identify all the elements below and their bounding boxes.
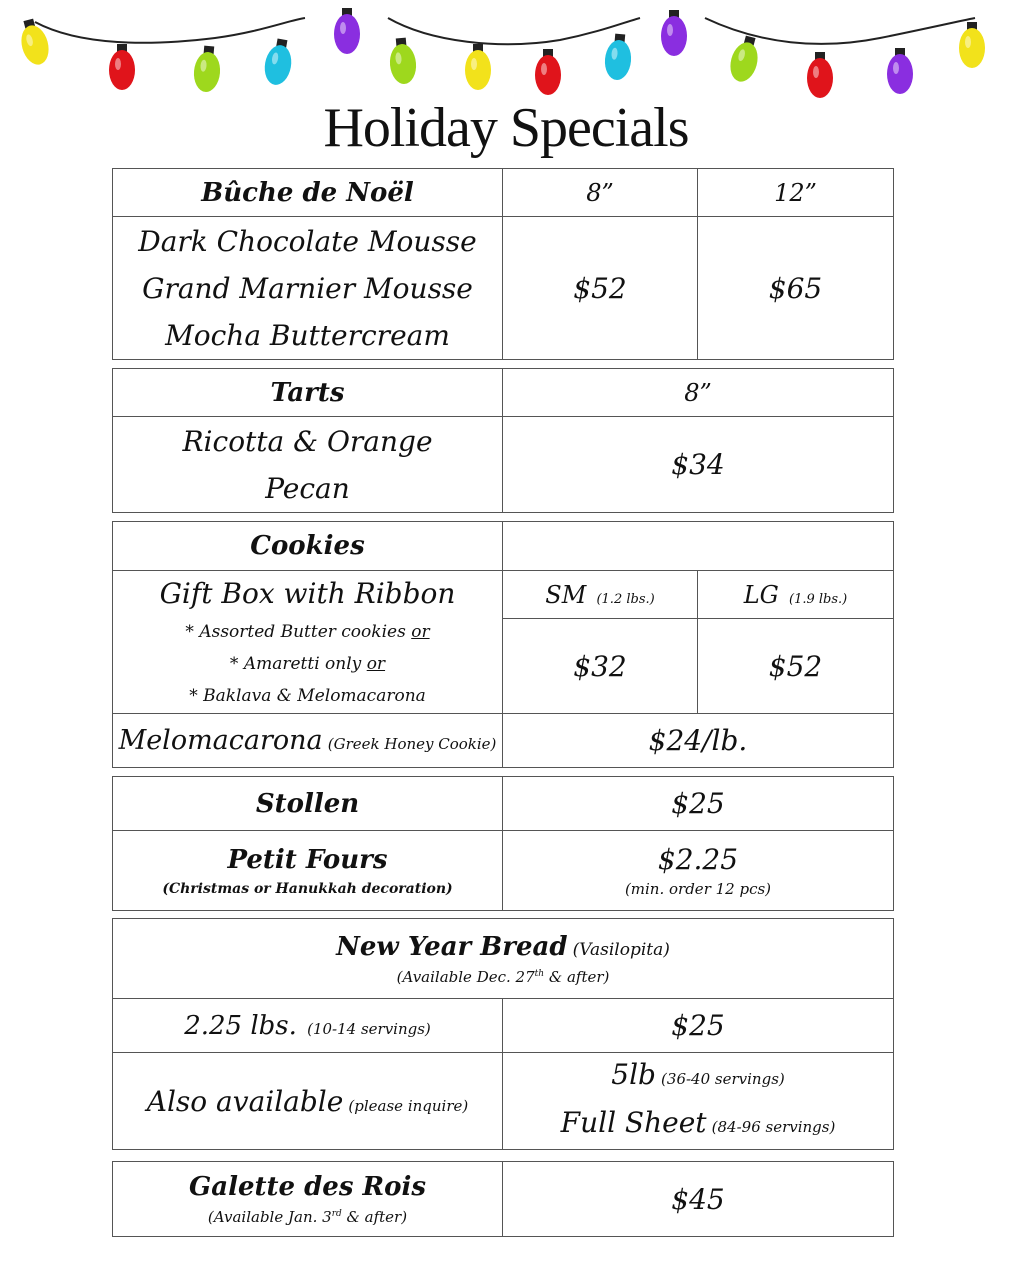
flavor-item: Mocha Buttercream <box>165 318 450 352</box>
bouche-size-12: 12” <box>698 169 894 217</box>
light-bulb <box>603 33 633 81</box>
bouche-table <box>112 168 894 360</box>
string-lights-decoration <box>0 0 1012 110</box>
bouche-price-8: $52 <box>503 217 698 360</box>
cookies-sm-price: $32 <box>503 619 698 714</box>
light-bulb <box>726 34 763 85</box>
petit-fours-price: $2.25 <box>657 843 739 876</box>
bouche-price-12: $65 <box>698 217 894 360</box>
light-bulb <box>887 48 913 94</box>
newyear-size-cell: 2.25 lbs. (10-14 servings) <box>113 999 503 1053</box>
flavor-item: Ricotta & Orange <box>182 424 433 458</box>
cookies-lg-header: LG (1.9 lbs.) <box>698 571 894 619</box>
bouche-heading: Bûche de Noël <box>113 169 503 217</box>
tarts-price: $34 <box>503 417 894 513</box>
melomacarona-cell: Melomacarona (Greek Honey Cookie) <box>113 714 503 768</box>
petit-fours-price-cell <box>503 831 894 911</box>
cookies-table <box>112 521 894 768</box>
cookies-lg-price: $52 <box>698 619 894 714</box>
cookies-header-blank <box>503 522 894 571</box>
giftbox-label: Gift Box with Ribbon <box>159 577 456 610</box>
light-bulb <box>192 45 222 93</box>
light-bulb <box>535 49 561 95</box>
giftbox-option: * Amaretti only or <box>229 654 386 674</box>
bouche-size-8: 8” <box>503 169 698 217</box>
tarts-heading: Tarts <box>113 369 503 417</box>
stollen-table <box>112 776 894 911</box>
giftbox-cell <box>113 571 503 714</box>
light-bulb <box>807 52 833 98</box>
tarts-flavors <box>113 417 503 513</box>
galette-table <box>112 1161 894 1237</box>
also-available-cell: Also available (please inquire) <box>113 1053 503 1150</box>
petit-fours-note: (Christmas or Hanukkah decoration) <box>162 880 453 897</box>
flavor-item: Dark Chocolate Mousse <box>138 224 477 258</box>
newyear-table <box>112 918 894 1150</box>
light-bulb <box>959 22 985 68</box>
tarts-table <box>112 368 894 513</box>
page-title: Holiday Specials <box>323 97 689 159</box>
melomacarona-price: $24/lb. <box>503 714 894 768</box>
stollen-heading: Stollen <box>113 777 503 831</box>
newyear-availability: (Available Dec. 27th & after) <box>396 967 610 986</box>
galette-heading: Galette des Rois <box>189 1172 426 1202</box>
flavor-item: Pecan <box>265 471 350 505</box>
galette-price: $45 <box>503 1162 894 1237</box>
light-bulb <box>334 8 360 54</box>
flavor-item: Grand Marnier Mousse <box>142 271 473 305</box>
newyear-heading: New Year Bread <box>336 931 568 962</box>
giftbox-option: * Baklava & Melomacarona <box>189 686 426 706</box>
petit-fours-cell <box>113 831 503 911</box>
petit-fours-heading: Petit Fours <box>227 844 388 875</box>
bouche-flavors <box>113 217 503 360</box>
tarts-size: 8” <box>503 369 894 417</box>
giftbox-option: * Assorted Butter cookies or <box>185 622 430 642</box>
light-bulb <box>388 37 418 85</box>
galette-cell <box>113 1162 503 1237</box>
stollen-price: $25 <box>503 777 894 831</box>
newyear-header: New Year Bread (Vasilopita) (Available Dec. 27th & after) <box>113 919 894 999</box>
light-bulb <box>661 10 687 56</box>
cookies-sm-header: SM (1.2 lbs.) <box>503 571 698 619</box>
newyear-price: $25 <box>503 999 894 1053</box>
light-bulb <box>109 44 135 90</box>
petit-fours-min: (min. order 12 pcs) <box>624 880 772 898</box>
light-bulb <box>262 37 296 87</box>
light-bulb <box>465 44 491 90</box>
cookies-heading: Cookies <box>113 522 503 571</box>
light-bulb <box>16 17 53 68</box>
galette-availability: (Available Jan. 3rd & after) <box>207 1208 408 1226</box>
also-available-options: 5lb (36-40 servings) Full Sheet (84-96 servings) <box>503 1053 894 1150</box>
